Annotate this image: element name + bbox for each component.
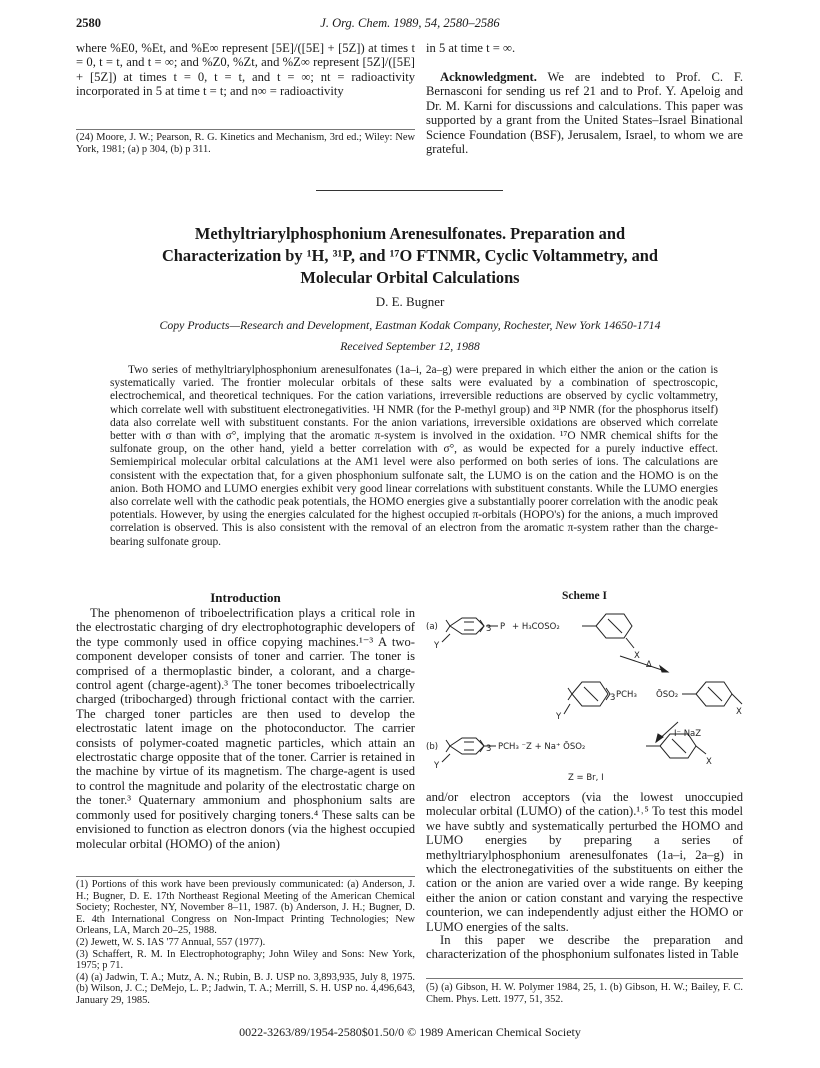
scheme-z-definition: Z = Br, I [568,773,604,783]
scheme-product-cation: PCH₃ [616,690,637,700]
benzene-ring-product-anion [696,682,732,706]
acknowledgment-label: Acknowledgment. [440,70,537,84]
benzene-ring-product-cation [572,682,608,706]
acknowledgment-text: We are indebted to Prof. C. F. Bernasconi for sending us ref 21 and to Prof. Y. Apeloig and Dr. M. Karni for discussions and calculations. This paper was supported by a grant from the United States–Israel Binational Science Foundation (BSF), Jerusalem, Israel, to whom we are grateful. [426,70,743,157]
footnote-5: (5) (a) Gibson, H. W. Polymer 1984, 25, 1. (b) Gibson, H. W.; Bailey, F. C. Chem. Phys. Lett. 1977, 51, 352. [426,982,743,1005]
right-paragraph-2: In this paper we describe the preparation and characterization of the phosphonium sulfonates listed in Table [426,933,743,962]
benzene-ring-b1 [450,738,484,754]
scheme-sub-3-product: 3 [610,693,616,703]
scheme-delta: Δ [646,660,652,670]
footnote-3: (3) Schaffert, R. M. In Electrophotography; John Wiley and Sons: New York, 1975; p 71. [76,948,415,972]
article-title [110,223,710,289]
title-line-3: Molecular Orbital Calculations [300,268,520,287]
scheme-sub-3-b: 3 [486,744,492,754]
scheme-sub-3-a: 3 [486,624,492,634]
previous-article-right-text: in 5 at time t = ∞. [426,41,516,55]
footnote-2: (2) Jewett, W. S. IAS '77 Annual, 557 (1977). [76,936,266,948]
received-date: Received September 12, 1988 [340,339,480,353]
scheme-sub-y-a: Y [434,641,440,651]
affiliation: Copy Products—Research and Development, Eastman Kodak Company, Rochester, New York 14650-1714 [159,318,661,332]
scheme-p-atom-a: P [500,622,506,632]
scheme-label-b: (b) [426,742,439,752]
scheme-sub-y-product: Y [556,712,562,722]
scheme-sub-x-b: X [706,757,712,767]
scheme-i-drawing [420,604,750,786]
abstract: Two series of methyltriarylphosphonium arenesulfonates (1a–i, 2a–g) were prepared in which either the anion or the cation is systematically varied. The frontier molecular orbitals of these salts were evaluated by a combination of spectroscopic, electrochemical, and theoretical techniques. For the cation variations, irreversible reductions are observed by cyclic voltammetry, which correlate well with substituent electronegativities. ¹H NMR (for the P-methyl group) and ³¹P NMR (for the phosphorus itself) data also correlate well with substituent constants. For the anion variations, irreversible oxidations are observed which correlate better with σ than with σ°, implying that the aromatic π-system is involved in the oxidation. ¹⁷O NMR chemical shifts for the sulfonate group, on the other hand, yield a better correlation with σ°, as would be expected for a purely inductive effect. Semiempirical molecular orbital calculations at the AM1 level were also performed on both series of ions. The calculations are consistent with the expectation that, for a given phosphonium sulfonate salt, the LUMO is on the cation and the HOMO is on the anion. Both HOMO and LUMO energies exhibit very good linear correlations with substituent constants. While the LUMO energies also correlate well with the cathodic peak potentials, the HOMO energies give a substantially poorer correlation with the anodic peak potentials. However, by using the energies calculated for the highest occupied π-orbitals (HOPO's) for the anions, a much improved correlation is observed. This is also consistent with the removal of an electron from the aromatic π-system rather than the charge-bearing sulfonate group. [110,364,718,548]
footnotes-right [426,982,743,1005]
footnote-4: (4) (a) Jadwin, T. A.; Mutz, A. N.; Rubin, B. J. USP no. 3,893,935, July 8, 1975. (b) Wilson, J. C.; DeMejo, L. P.; Jadwin, T. A.; Merrill, S. H. USP no. 4,496,643, January 29, 1985. [76,971,415,1006]
scheme-i-figure [420,604,750,786]
footnote-1: (1) Portions of this work have been previously communicated: (a) Anderson, J. H.; Bugner, D. E. 17th Northeast Regional Meeting of the American Chemical Society; Rochester, NY, November 8–11, 1987. (b) Anderson, J. H.; Bugner, D. E. 4th International Congress on Non-Impact Printing Technologies; New Orleans, LA, March 20–25, 1988. [76,879,415,937]
author: D. E. Bugner [375,294,445,309]
scheme-title: Scheme I [561,590,608,602]
scheme-sub-y-b: Y [434,761,440,771]
title-line-1: Methyltriarylphosphonium Arenesulfonates. Preparation and [194,224,626,243]
title-line-2: Characterization by ¹H, ³¹P, and ¹⁷O FTNMR, Cyclic Voltammetry, and [161,246,659,265]
footnotes-left [76,879,415,1007]
scheme-b-equation: PCH₃ ⁻Z + Na⁺ ŌSO₂ [498,742,586,752]
scheme-label-a: (a) [426,622,438,632]
copyright-footer: 0022-3263/89/1954-2580$01.50/0 © 1989 American Chemical Society [239,1025,581,1039]
footnote-divider-right [426,978,743,979]
section-heading-introduction: Introduction [210,590,281,605]
article-separator [316,190,503,191]
scheme-reagent-a: + H₃COSO₂ [512,622,560,632]
benzene-ring-a2 [596,614,632,638]
footnote-24: (24) Moore, J. W.; Pearson, R. G. Kinetics and Mechanism, 3rd ed.; Wiley: New York, 1981; (a) p 304, (b) p 311. [76,132,415,155]
scheme-sub-x-product: X [736,707,742,717]
scheme-nai-label: I⁻ NaZ [674,729,702,739]
scheme-sub-x-a: X [634,651,640,661]
benzene-ring-a1 [450,618,484,634]
footnote-divider-intro [76,876,415,877]
scheme-product-anion: ŌSO₂ [656,690,679,700]
acknowledgment [426,70,743,156]
previous-article-left-text: where %E0, %Et, and %E∞ represent [5E]/([5E] + [5Z]) at times t = 0, t = t, and t = ∞; and %Z0, %Zt, and %Z∞ represent [5Z]/([5E] + [5Z]) at times t = 0, t = t, and t = ∞; nt = radioactivity incorporated in 5 at time t = t; and n∞ = radioactivity [76,41,415,99]
intro-paragraph-1: The phenomenon of triboelectrification plays a critical role in the electrostatic charging of dry electrophotographic developers of the type commonly used in office copying machines.¹⁻³ A two-component developer consists of toner and carrier. The toner is comprised of a thermoplastic binder, a colorant, and a charge-control agent (charge-agent).³ The toner becomes triboelectrically charged (tribocharged) through frictional contact with the carrier. The charged toner particles are then used to develop the electrostatic latent image on the photoconductor. The carrier consists of polymer-coated magnetic particles, which attain an electrostatic charge opposite that of the toner. Carrier is retained in the machine by virtue of its magnetism. The charge-agent is used to control the magnitude and polarity of the electrostatic charge on the toner.³ Quaternary ammonium and phosphonium salts are commonly used for positively charging toners.⁴ These salts can be envisioned to function as electron donors (via the highest occupied molecular orbital (HOMO) of the anion) [76,606,415,851]
footnote-divider-left [76,129,415,130]
running-head: J. Org. Chem. 1989, 54, 2580–2586 [320,16,500,30]
right-paragraph-1: and/or electron acceptors (via the lowest unoccupied molecular orbital (LUMO) of the cation).¹˒⁵ To test this model we have subtly and systematically perturbed the HOMO and LUMO energies by preparing a series of methyltriarylphosphonium arenesulfonates (1a–i, 2a–g) in which the electronegativities of the substituents on either the cation or the anion are varied over a wide range. By keeping either the anion or cation constant and varying the respective counterion, we can independently adjust either the HOMO or LUMO energies of the salts. [426,790,743,934]
page-number: 2580 [76,16,101,30]
